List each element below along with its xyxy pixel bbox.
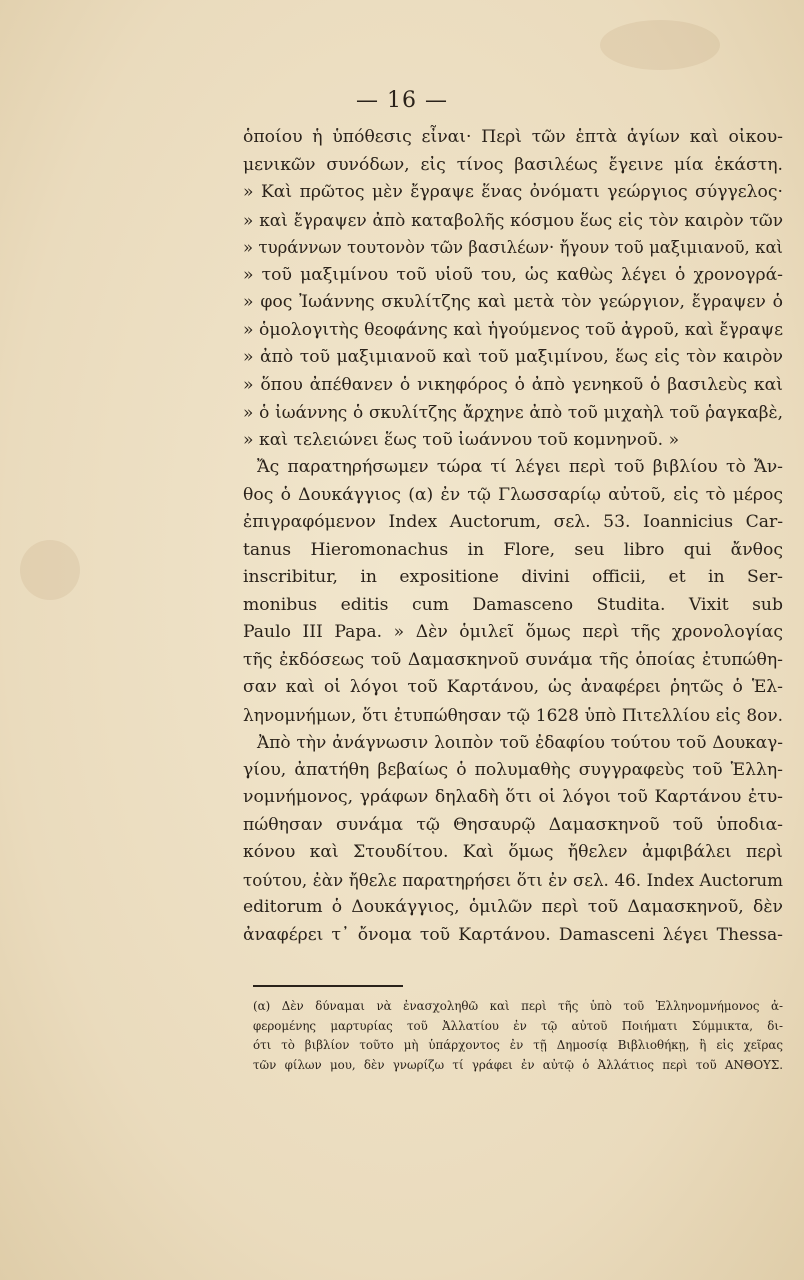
footnote-divider [253,985,403,987]
text-line: » ὁ ἰωάννης ὁ σκυλίτζης ἄρχηνε ἀπὸ τοῦ μιχαὴλ τοῦ ῥαγκαβὲ, [243,402,783,422]
text-line: πώθησαν συνάμα τῷ Θησαυρῷ Δαμασκηνοῦ τοῦ ὑποδια- [243,814,783,835]
text-line: θος ὁ Δουκάγγιος (α) ἐν τῷ Γλωσσαρίῳ αὐτοῦ, εἰς τὸ μέρος [243,484,783,505]
text-line: Ἀπὸ τὴν ἀνάγνωσιν λοιπὸν τοῦ ἐδαφίου τούτου τοῦ Δουκαγ- [257,732,783,752]
paper-stain [20,540,80,600]
paper-stain [600,20,720,70]
text-line: » ἀπὸ τοῦ μαξιμιανοῦ καὶ τοῦ μαξιμίνου, ἕως εἰς τὸν καιρὸν [243,347,783,367]
footnote-line: τῶν φίλων μου, δὲν γνωρίζω τί γράφει ἐν αὐτῷ ὁ Ἀλλάτιος περὶ τοῦ ΑΝΘΟΥΣ. [253,1057,783,1072]
footnote [253,997,783,1075]
main-text [243,124,783,949]
text-line: μενικῶν συνόδων, εἰς τίνος βασιλέως ἔγεινε μία ἑκάστη. [243,154,783,175]
footnote-line: (α) Δὲν δύναμαι νὰ ἐνασχοληθῶ καὶ περὶ τῆς ὑπὸ τοῦ Ἑλληνομνήμονος ἀ- [253,999,783,1013]
text-line: κόνου καὶ Στουδίτου. Καὶ ὅμως ἤθελεν ἀμφιβάλει περὶ [243,842,783,862]
text-line: ὁποίου ἡ ὑπόθεσις εἶναι· Περὶ τῶν ἑπτὰ ἁγίων καὶ οἰκου- [243,127,783,147]
text-line: inscribitur, in expositione divini officii, et in Ser- [243,567,783,587]
footnote-line: ότι τὸ βιβλίον τοῦτο μὴ ὑπάρχοντος ἐν τῇ Δημοσίᾳ Βιβλιοθήκῃ, ἢ εἰς χεῖρας [253,1038,783,1052]
text-line: νομνήμονος, γράφων δηλαδὴ ὅτι οἱ λόγοι τοῦ Καρτάνου ἐτυ- [243,787,783,807]
text-line: » καὶ τελειώνει ἕως τοῦ ἰωάννου τοῦ κομνηνοῦ. » [243,429,680,450]
text-line: Paulo III Papa. » Δὲν ὁμιλεῖ ὅμως περὶ τῆς χρονολογίας [243,622,783,642]
text-line: » τυράννων τουτονὸν τῶν βασιλέων· ἤγουν τοῦ μαξιμιανοῦ, καὶ [243,238,783,257]
text-line: » καὶ ἔγραψεν ἀπὸ καταβολῆς κόσμου ἕως εἰς τὸν καιρὸν τῶν [243,209,783,230]
text-line: editorum ὁ Δουκάγγιος, ὁμιλῶν περὶ τοῦ Δαμασκηνοῦ, δὲν [243,897,783,917]
text-line: ἀναφέρει τ᾿ ὄνομα τοῦ Καρτάνου. Damasceni λέγει Thessa- [243,924,783,945]
text-line: » Καὶ πρῶτος μὲν ἔγραψε ἕνας ὀνόματι γεώργιος σύγγελος· [243,182,783,202]
page-number: — 16 — [356,88,448,113]
text-line: ληνομνήμων, ὅτι ἐτυπώθησαν τῷ 1628 ὑπὸ Πιτελλίου εἰς 8ον. [243,704,783,725]
text-line: τῆς ἐκδόσεως τοῦ Δαμασκηνοῦ συνάμα τῆς ὁποίας ἐτυπώθη- [243,649,783,670]
text-line: » φος Ἰωάννης σκυλίτζης καὶ μετὰ τὸν γεώργιον, ἔγραψεν ὁ [243,292,783,312]
text-line: monibus editis cum Damasceno Studita. Vixit sub [243,594,783,615]
text-line: Ἄς παρατηρήσωμεν τώρα τί λέγει περὶ τοῦ βιβλίου τὸ Ἄν- [257,457,783,477]
text-line: » ὅπου ἀπέθανεν ὁ νικηφόρος ὁ ἀπὸ γενηκοῦ ὁ βασιλεὺς καὶ [243,374,783,395]
footnote-line: φερομένης μαρτυρίας τοῦ Ἀλλατίου ἐν τῷ αὐτοῦ Ποιήματι Σύμμικτα, δι- [253,1018,783,1033]
text-line: » τοῦ μαξιμίνου τοῦ υἱοῦ του, ὡς καθὼς λέγει ὁ χρονογρά- [243,264,783,285]
text-line: tanus Hieromonachus in Flore, seu libro qui ἄνθος [243,539,783,560]
text-line: ἐπιγραφόμενον Index Auctorum, σελ. 53. Ioannicius Car- [243,512,783,532]
text-line: σαν καὶ οἱ λόγοι τοῦ Καρτάνου, ὡς ἀναφέρει ῥητῶς ὁ Ἑλ- [243,677,783,697]
text-line: » ὁμολογιτὴς θεοφάνης καὶ ἡγούμενος τοῦ ἀγροῦ, καὶ ἔγραψε [243,319,783,340]
text-line: γίου, ἀπατήθη βεβαίως ὁ πολυμαθὴς συγγραφεὺς τοῦ Ἑλλη- [243,759,783,780]
text-line: τούτου, ἐὰν ἤθελε παρατηρήσει ὅτι ἐν σελ. 46. Index Auctorum [243,869,783,890]
